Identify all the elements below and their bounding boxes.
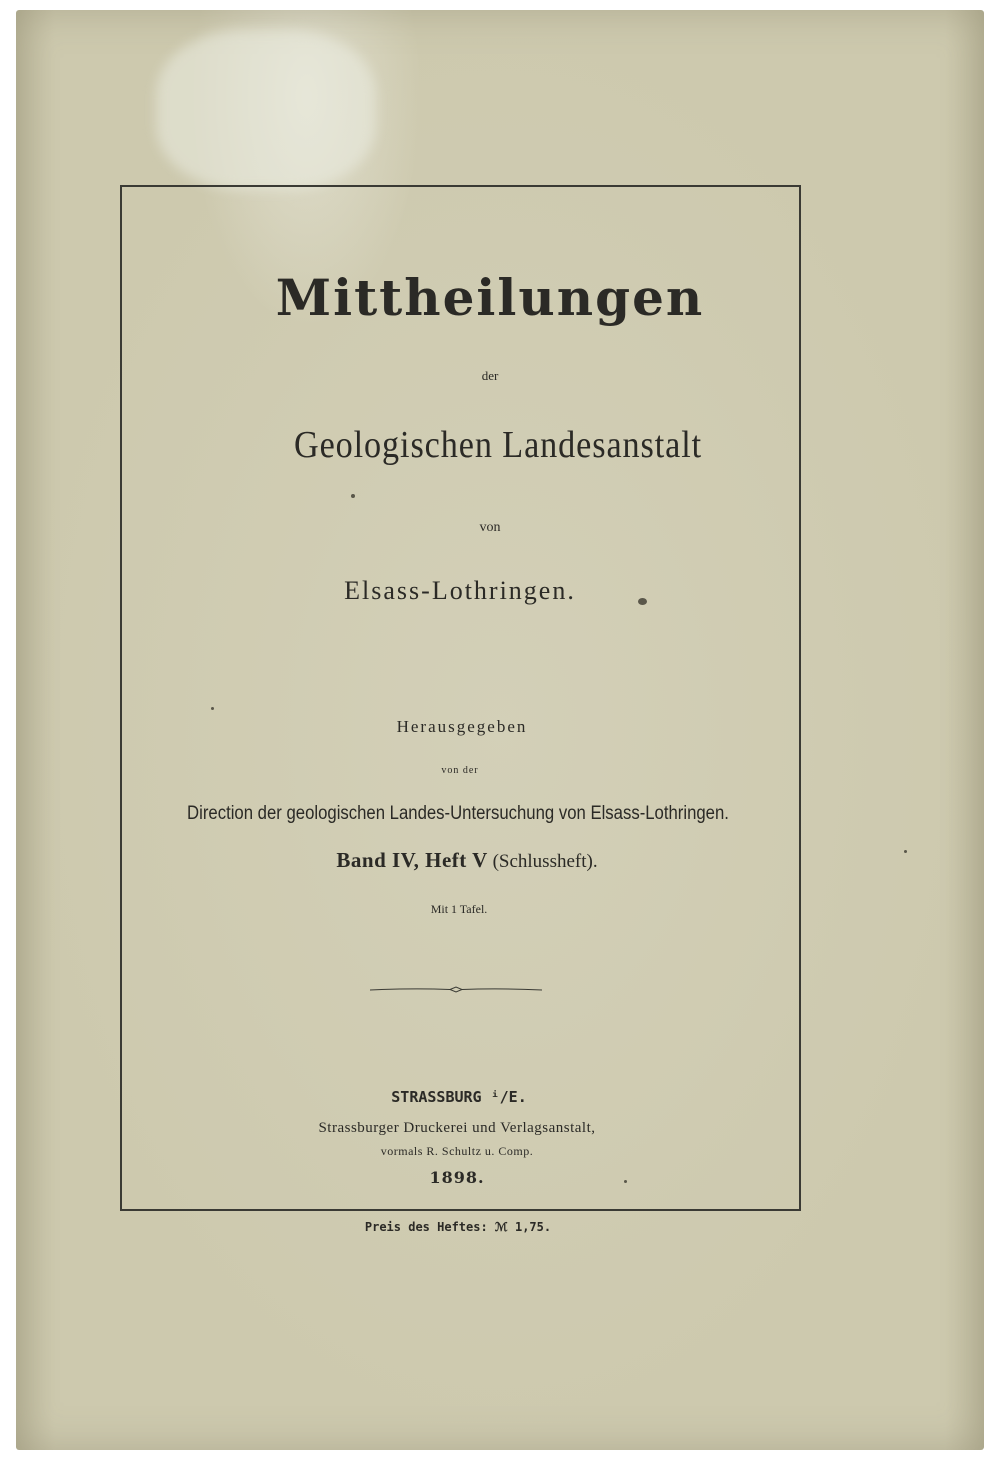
cover-plates: Mit 1 Tafel. (430, 902, 488, 916)
cover-issued: Herausgegeben (396, 717, 528, 736)
cover-title: Mittheilungen (275, 268, 705, 327)
cover-volume-line (0, 848, 967, 873)
cover-der: der (481, 368, 499, 383)
cover-von: von (479, 520, 501, 535)
cover-volume-note: (Schlussheft). (492, 851, 598, 872)
cover-year: 1898. (429, 1168, 485, 1187)
cover-directorate: Direction der geologischen Landes-Untersuchung von Elsass-Lothringen. (187, 803, 729, 824)
cover-region: Elsass-Lothringen. (344, 576, 576, 605)
cover-price: Preis des Heftes: ℳ 1,75. (364, 1220, 552, 1234)
cover-von-der: von der (441, 765, 479, 776)
cover-publisher: Strassburger Druckerei und Verlagsanstalt, (318, 1120, 596, 1136)
water-stain (156, 30, 376, 190)
cover-institution: Geologischen Landesanstalt (293, 424, 703, 466)
ornament-divider (370, 985, 542, 995)
cover-formerly: vormals R. Schultz u. Comp. (380, 1144, 534, 1158)
cover-volume: Band IV, Heft V (336, 848, 488, 872)
cover-city: STRASSBURG ⁱ/E. (391, 1088, 527, 1106)
title-frame (120, 185, 801, 1211)
